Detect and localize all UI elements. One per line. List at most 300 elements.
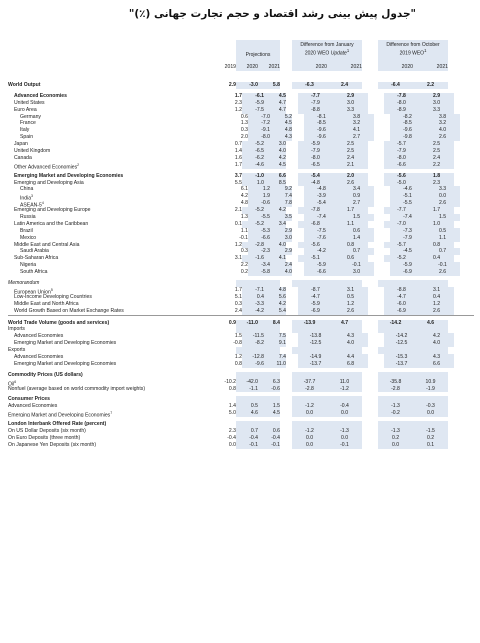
table-cell: 4.0: [333, 340, 368, 347]
growth-table: [8, 36, 474, 449]
table-cell: -10.2: [224, 378, 236, 385]
table-row: [8, 228, 474, 235]
table-cell: [292, 372, 327, 379]
table-cell: -37.7: [292, 379, 327, 386]
table-cell: [327, 347, 362, 354]
table-cell: [378, 326, 413, 333]
table-cell: 0.0: [228, 441, 236, 448]
table-cell: -11.0: [236, 320, 258, 327]
row-label: Sub-Saharan Africa: [14, 255, 59, 262]
table-cell: [258, 326, 280, 333]
table-cell: -8.8: [298, 107, 333, 114]
row-label: Exports: [8, 347, 26, 354]
table-cell: 3.0: [419, 100, 454, 107]
table-cell: 4.7: [327, 320, 362, 327]
table-cell: 4.8: [240, 200, 248, 207]
table-cell: 2.3: [228, 427, 236, 434]
table-cell: -1.2: [292, 428, 327, 435]
table-cell: 2.6: [333, 308, 368, 315]
table-cell: -6.8: [298, 221, 333, 228]
table-cell: -0.4: [236, 435, 258, 442]
table-cell: 2.7: [339, 134, 374, 141]
table-cell: -6.5: [242, 148, 264, 155]
table-cell: 1.2: [248, 186, 270, 193]
table-cell: -8.0: [248, 134, 270, 141]
table-cell: 6.6: [264, 173, 286, 180]
table-cell: 1.6: [234, 154, 242, 161]
table-cell: 0.4: [242, 294, 264, 301]
table-cell: -6.1: [242, 93, 264, 100]
table-cell: 0.0: [292, 435, 327, 442]
table-cell: 5.6: [264, 294, 286, 301]
table-cell: 0.6: [339, 228, 374, 235]
row-label: World Trade Volume (goods and services): [8, 319, 110, 326]
table-cell: 4.2: [264, 301, 286, 308]
row-label: Emerging Market and Developing Economies: [14, 172, 124, 179]
table-cell: 3.8: [425, 114, 460, 121]
table-cell: 5.2: [270, 114, 292, 121]
table-cell: -5.2: [384, 255, 419, 262]
table-cell: -4.7: [298, 294, 333, 301]
table-cell: 1.1: [425, 235, 460, 242]
row-label: Emerging Market and Developing Economies: [14, 360, 117, 367]
table-cell: -6.6: [248, 235, 270, 242]
row-label: Middle East and North Africa: [14, 300, 79, 307]
table-cell: [214, 347, 236, 354]
table-cell: -2.8: [292, 386, 327, 393]
table-cell: 4.3: [419, 354, 454, 361]
table-row: [8, 428, 474, 435]
row-label: South Africa: [20, 269, 48, 276]
table-cell: 4.2: [419, 333, 454, 340]
table-cell: 2.5: [333, 148, 368, 155]
table-cell: -0.1: [258, 442, 280, 449]
row-label: Japan: [14, 141, 28, 148]
table-cell: -8.0: [384, 155, 419, 162]
year-col-5: 2021: [327, 64, 362, 71]
table-cell: -42.0: [236, 379, 258, 386]
table-cell: -12.5: [298, 340, 333, 347]
table-cell: -0.3: [413, 403, 448, 410]
table-cell: 2.9: [270, 248, 292, 255]
table-cell: 1.2: [419, 301, 454, 308]
table-cell: -9.6: [304, 127, 339, 134]
table-cell: -9.6: [242, 361, 264, 368]
table-row: [8, 120, 474, 127]
table-cell: 1.2: [333, 301, 368, 308]
table-cell: -0.4: [327, 403, 362, 410]
table-cell: -0.2: [378, 410, 413, 417]
row-label: Nigeria: [20, 262, 37, 269]
table-row: [8, 421, 474, 428]
table-cell: 0.3: [240, 127, 248, 134]
table-row: [8, 148, 474, 155]
table-row: [8, 280, 474, 287]
table-cell: 3.1: [419, 287, 454, 294]
table-cell: 0.8: [333, 242, 368, 249]
table-cell: [378, 280, 413, 287]
table-cell: 3.3: [333, 107, 368, 114]
table-row: [8, 141, 474, 148]
table-cell: 4.6: [236, 410, 258, 417]
table-row: [8, 180, 474, 187]
table-cell: 2.2: [413, 82, 448, 89]
table-cell: -5.4: [298, 173, 333, 180]
table-cell: 0.4: [419, 255, 454, 262]
row-label: World Output: [8, 82, 41, 88]
row-label: Russia: [20, 214, 36, 221]
table-cell: 1.3: [240, 214, 248, 221]
table-cell: -1.0: [242, 173, 264, 180]
table-cell: -5.2: [242, 221, 264, 228]
table-cell: 1.2: [234, 353, 242, 360]
table-cell: 4.0: [270, 269, 292, 276]
table-cell: -5.7: [384, 242, 419, 249]
table-cell: -3.4: [248, 262, 270, 269]
table-cell: 3.1: [333, 287, 368, 294]
row-label: World Growth Based on Market Exchange Rates: [14, 307, 124, 314]
table-cell: 1.1: [240, 227, 248, 234]
table-cell: -6.9: [298, 308, 333, 315]
table-cell: 3.7: [234, 172, 242, 179]
table-cell: -0.1: [339, 262, 374, 269]
table-cell: -4.5: [390, 248, 425, 255]
table-row: [8, 100, 474, 107]
table-row: [8, 82, 474, 89]
table-cell: 2.2: [419, 162, 454, 169]
row-label: Saudi Arabia: [20, 248, 49, 255]
table-cell: -13.9: [292, 320, 327, 327]
diff-october-line2: 2019 WEO: [399, 50, 425, 57]
table-cell: -6.9: [384, 308, 419, 315]
row-label: Emerging and Developing Asia: [14, 179, 84, 186]
table-cell: -1.3: [327, 428, 362, 435]
table-cell: 3.3: [419, 107, 454, 114]
table-cell: 1.5: [425, 214, 460, 221]
table-cell: 2.5: [419, 141, 454, 148]
table-cell: -14.2: [384, 333, 419, 340]
table-row: [8, 372, 474, 379]
table-cell: 1.0: [419, 221, 454, 228]
table-cell: [292, 421, 327, 428]
table-cell: [214, 372, 236, 379]
table-cell: [258, 280, 280, 287]
table-cell: -2.8: [242, 242, 264, 249]
table-cell: 2.6: [333, 180, 368, 187]
table-cell: -6.0: [384, 301, 419, 308]
table-cell: 0.0: [292, 442, 327, 449]
table-cell: 4.8: [264, 287, 286, 294]
table-cell: 2.7: [339, 200, 374, 207]
table-cell: [236, 396, 258, 403]
table-cell: 1.8: [419, 173, 454, 180]
table-cell: 0.6: [333, 255, 368, 262]
table-cell: -5.6: [384, 173, 419, 180]
table-cell: -9.1: [248, 127, 270, 134]
table-cell: -5.8: [248, 269, 270, 276]
table-cell: 3.4: [339, 186, 374, 193]
table-cell: -7.5: [242, 107, 264, 114]
table-cell: 7.8: [270, 200, 292, 207]
table-cell: -8.8: [384, 287, 419, 294]
table-cell: -13.7: [384, 361, 419, 368]
table-row: [8, 127, 474, 134]
table-cell: 0.8: [228, 385, 236, 392]
table-cell: 2.6: [425, 269, 460, 276]
table-cell: 0.9: [228, 319, 236, 326]
table-cell: 4.3: [333, 333, 368, 340]
table-cell: -7.0: [248, 114, 270, 121]
table-cell: 10.9: [413, 379, 448, 386]
diff-january-update: Update: [330, 50, 347, 57]
table-cell: 0.2: [413, 435, 448, 442]
table-row: [8, 340, 474, 347]
table-cell: 7.5: [264, 333, 286, 340]
table-cell: -5.9: [304, 262, 339, 269]
table-cell: -7.6: [304, 235, 339, 242]
table-cell: [258, 347, 280, 354]
row-label: Advanced Economies: [14, 333, 64, 340]
table-cell: [214, 280, 236, 287]
table-cell: -1.2: [292, 403, 327, 410]
table-row: [8, 301, 474, 308]
table-row: [8, 354, 474, 361]
table-cell: 5.8: [258, 82, 280, 89]
diff-october-sup: 1: [424, 48, 427, 53]
table-cell: 1.9: [248, 193, 270, 200]
table-cell: 0.0: [327, 410, 362, 417]
table-cell: 4.7: [264, 107, 286, 114]
table-row: [8, 308, 474, 315]
table-cell: -7.0: [384, 221, 419, 228]
table-cell: 8.5: [264, 180, 286, 187]
diff-january-sup: 1: [346, 48, 350, 53]
table-cell: 8.4: [258, 320, 280, 327]
table-cell: [236, 372, 258, 379]
table-cell: 5.4: [264, 308, 286, 315]
table-cell: 3.2: [339, 120, 374, 127]
table-cell: 0.3: [240, 248, 248, 255]
table-cell: 9.2: [270, 186, 292, 193]
table-cell: -5.0: [384, 180, 419, 187]
table-cell: -9.6: [390, 127, 425, 134]
table-cell: -9.6: [304, 134, 339, 141]
table-cell: 4.5: [264, 162, 286, 169]
table-cell: [413, 421, 448, 428]
table-cell: 4.4: [333, 354, 368, 361]
row-label: London Interbank Offered Rate (percent): [8, 421, 107, 428]
row-label: Germany: [20, 113, 41, 120]
table-cell: 4.1: [264, 255, 286, 262]
table-cell: 1.4: [228, 403, 236, 410]
table-cell: 5.0: [228, 410, 236, 417]
table-cell: -5.7: [384, 141, 419, 148]
table-cell: -3.0: [236, 82, 258, 89]
table-cell: -7.9: [384, 148, 419, 155]
table-cell: 4.5: [258, 410, 280, 417]
table-cell: 0.4: [419, 294, 454, 301]
table-cell: 9.1: [264, 340, 286, 347]
table-cell: 0.3: [234, 300, 242, 307]
table-cell: -1.5: [413, 428, 448, 435]
table-cell: 0.6: [240, 113, 248, 120]
table-cell: 1.7: [419, 207, 454, 214]
row-label: Advanced Economies: [14, 92, 67, 99]
table-cell: 5.5: [234, 179, 242, 186]
table-cell: 1.5: [258, 403, 280, 410]
table-cell: -13.7: [298, 361, 333, 368]
table-cell: 4.2: [240, 193, 248, 200]
table-cell: -5.9: [298, 301, 333, 308]
row-label: Canada: [14, 154, 32, 161]
row-label: On Japanese Yen Deposits (six month): [8, 441, 97, 448]
table-cell: -1.6: [242, 255, 264, 262]
row-label: Memorandum: [8, 280, 40, 287]
table-cell: -0.6: [258, 386, 280, 393]
table-cell: [236, 326, 258, 333]
table-cell: -8.7: [298, 287, 333, 294]
table-cell: 4.5: [264, 93, 286, 100]
table-cell: 2.5: [419, 148, 454, 155]
table-row: [8, 333, 474, 340]
table-cell: -4.6: [390, 186, 425, 193]
table-cell: -7.7: [384, 207, 419, 214]
row-label: Emerging Market and Developing Economies$^7$: [8, 411, 113, 418]
table-cell: 0.8: [234, 360, 242, 367]
table-cell: -3.9: [304, 193, 339, 200]
table-row: [8, 248, 474, 255]
table-row: [8, 410, 474, 417]
table-cell: -0.1: [239, 234, 248, 241]
table-cell: -4.7: [384, 294, 419, 301]
table-cell: 2.9: [419, 93, 454, 100]
table-cell: [292, 347, 327, 354]
table-cell: [327, 372, 362, 379]
table-row: [8, 269, 474, 276]
table-cell: 4.2: [264, 155, 286, 162]
row-label: European Union$^5$: [14, 287, 53, 294]
table-row: [8, 134, 474, 141]
table-cell: [327, 326, 362, 333]
table-cell: -5.9: [298, 141, 333, 148]
table-cell: -8.2: [390, 114, 425, 121]
table-cell: -0.1: [425, 262, 460, 269]
table-cell: 4.3: [270, 134, 292, 141]
table-cell: 1.7: [234, 286, 242, 293]
table-row: [8, 193, 474, 200]
table-cell: 0.7: [234, 141, 242, 148]
table-row: [8, 93, 474, 100]
table-row: [8, 294, 474, 301]
table-cell: [258, 421, 280, 428]
table-cell: 2.0: [240, 134, 248, 141]
table-cell: 4.5: [270, 120, 292, 127]
table-cell: 1.2: [234, 106, 242, 113]
table-cell: -7.7: [298, 93, 333, 100]
table-cell: -1.1: [236, 386, 258, 393]
table-row: [8, 200, 474, 207]
table-cell: 1.1: [333, 221, 368, 228]
table-cell: 4.0: [425, 127, 460, 134]
row-label: France: [20, 120, 36, 127]
table-cell: 11.0: [264, 361, 286, 368]
table-cell: -7.9: [390, 235, 425, 242]
table-cell: -4.8: [298, 180, 333, 187]
table-cell: 3.0: [339, 269, 374, 276]
table-cell: 4.1: [339, 127, 374, 134]
table-cell: 2.1: [234, 207, 242, 214]
document-title: "جدول پیش بینی رشد اقتصاد و حجم تجارت جهانی (٪)": [128, 8, 416, 20]
row-label: Commodity Prices (US dollars): [8, 371, 83, 378]
table-cell: -5.9: [242, 100, 264, 107]
diff-october-line1: Difference from October: [386, 42, 440, 48]
table-cell: [258, 396, 280, 403]
row-label: Spain: [20, 134, 34, 141]
table-cell: 3.0: [270, 235, 292, 242]
table-cell: -5.2: [242, 141, 264, 148]
table-cell: -8.9: [384, 107, 419, 114]
table-cell: 4.7: [264, 100, 286, 107]
table-cell: 5.1: [234, 293, 242, 300]
table-cell: 1.2: [234, 241, 242, 248]
table-cell: 1.7: [333, 207, 368, 214]
table-cell: -4.2: [242, 308, 264, 315]
table-cell: 2.0: [333, 173, 368, 180]
table-cell: -1.3: [378, 428, 413, 435]
table-cell: 2.4: [270, 262, 292, 269]
table-row: [8, 262, 474, 269]
table-cell: [413, 280, 448, 287]
table-cell: 2.3: [234, 99, 242, 106]
table-cell: 3.2: [425, 120, 460, 127]
table-cell: 1.3: [240, 120, 248, 127]
table-cell: -11.5: [242, 333, 264, 340]
table-cell: -14.9: [298, 354, 333, 361]
table-cell: 4.0: [264, 242, 286, 249]
table-cell: 4.0: [419, 340, 454, 347]
table-cell: 2.6: [419, 308, 454, 315]
table-cell: [413, 347, 448, 354]
table-cell: -7.4: [304, 214, 339, 221]
table-cell: 6.6: [419, 361, 454, 368]
table-cell: 3.3: [425, 186, 460, 193]
table-cell: -6.6: [304, 269, 339, 276]
table-cell: [292, 280, 327, 287]
table-cell: 0.5: [333, 294, 368, 301]
table-cell: 7.4: [264, 354, 286, 361]
table-row: [8, 435, 474, 442]
row-label: Emerging and Developing Europe: [14, 207, 91, 214]
table-cell: [214, 421, 236, 428]
table-cell: -7.2: [248, 120, 270, 127]
table-cell: -8.0: [298, 155, 333, 162]
table-cell: 6.1: [240, 186, 248, 193]
table-row: [8, 186, 474, 193]
table-cell: 1.7: [234, 92, 242, 99]
table-cell: -5.1: [390, 193, 425, 200]
table-cell: -12.5: [384, 340, 419, 347]
table-cell: -5.4: [304, 200, 339, 207]
row-label: Emerging Market and Developing Economies: [14, 340, 117, 347]
table-cell: -6.4: [378, 82, 413, 89]
diff-january-line2: 2020 WEO: [304, 50, 330, 57]
table-cell: -0.8: [233, 340, 242, 347]
table-cell: 0.5: [425, 228, 460, 235]
table-cell: 0.1: [413, 442, 448, 449]
table-cell: 0.0: [425, 193, 460, 200]
year-col-3: 2021: [258, 64, 280, 71]
table-cell: 2.9: [228, 82, 236, 88]
